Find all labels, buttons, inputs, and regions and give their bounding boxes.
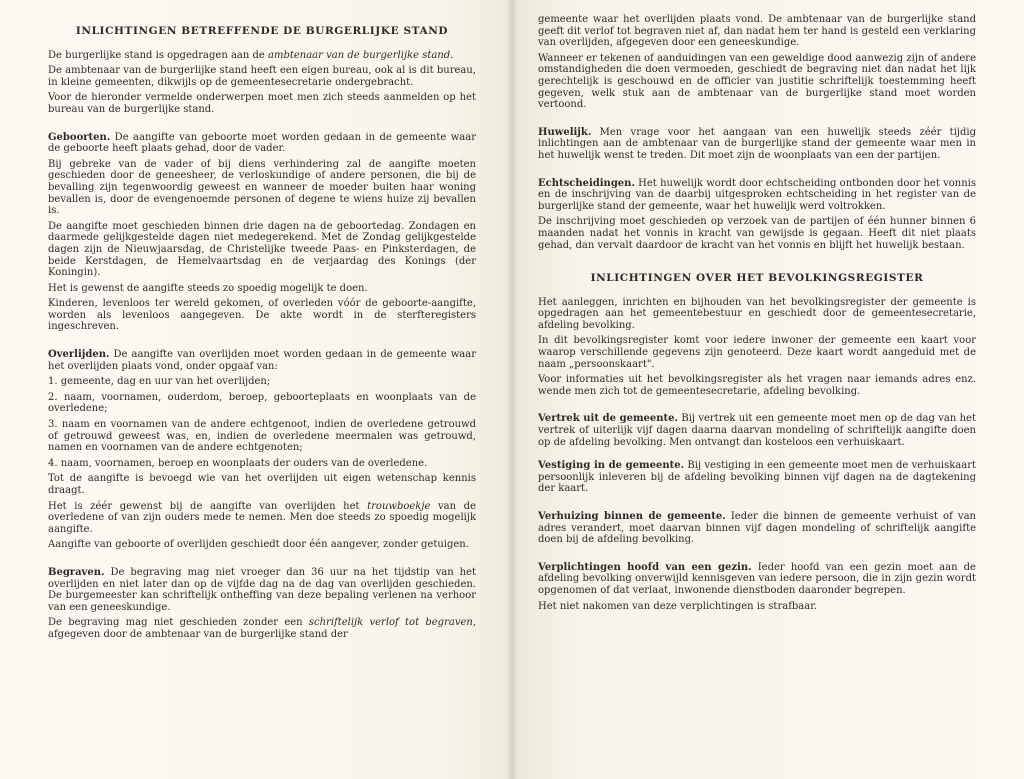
paragraph-verplichtingen-2: Het niet nakomen van deze verplichtingen is strafbaar. [538, 600, 818, 612]
heading-bevolkingsregister: INLICHTINGEN OVER HET BEVOLKINGSREGISTER [590, 272, 924, 285]
list-item-overlijden-4: 4. naam, voornamen, beroep en woonplaats der ouders van de overledene. [48, 457, 428, 469]
paragraph-overlijden-2: Tot de aangifte is bevoegd wie van het overlijden uit eigen wetenschap kennis draagt. [48, 473, 476, 496]
section-title-overlijden: Overlijden. [48, 349, 110, 361]
section-overlijden: Overlijden. De aangifte van overlijden moet worden gedaan in de gemeente waar het overlijden plaats vond, onder opgaaf van: [48, 349, 476, 372]
section-title-verplichtingen: Verplichtingen hoofd van een gezin. [538, 561, 752, 573]
book-gutter [506, 0, 518, 779]
section-title-huwelijk: Huwelijk. [538, 126, 592, 138]
section-verhuizing: Verhuizing binnen de gemeente. Ieder die binnen de gemeente verhuist of van adres verandert, moet daarvan binnen vijf dagen mondeling of schriftelijk aangifte doen bij de afdeling bevolking. [538, 511, 976, 546]
section-vertrek: Vertrek uit de gemeente. Bij vertrek uit een gemeente moet men op de dag van het vertrek of uiterlijk vijf dagen daarna daarvan mondeling of schriftelijk aangifte doen op de afdeling bevolking. Men ontvangt dan kosteloos een verhuiskaart. [538, 413, 976, 448]
section-geboorten: Geboorten. De aangifte van geboorte moet worden gedaan in de gemeente waar de geboorte heeft plaats gehad, door de vader. [48, 131, 476, 155]
section-title-echtscheidingen: Echtscheidingen. [538, 177, 635, 189]
paragraph-intro-3: Voor de hieronder vermelde onderwerpen moet men zich steeds aanmelden op het bureau van de burgerlijke stand. [48, 92, 476, 115]
section-title-vertrek: Vertrek uit de gemeente. [538, 413, 679, 425]
paragraph-bevolking-2: In dit bevolkingsregister komt voor iedere inwoner der gemeente een kaart voor waarop verschillende gegevens zijn genoteerd. Deze kaart wordt aangeduid met de naam „persoonskaart". [538, 335, 976, 370]
section-echtscheidingen: Echtscheidingen. Het huwelijk wordt door echtscheiding ontbonden door het vonnis en de inschrijving van de daarbij uitgesproken echtscheiding in het register van de burgerlijke stand der gemeente, waar het huwelijk werd voltrokken. [538, 177, 976, 212]
paragraph-geboorten-5: Kinderen, levenloos ter wereld gekomen, of overleden vóór de geboorte-aangifte, worden als levenloos aangegeven. De akte wordt in de sterfteregisters ingeschreven. [48, 298, 476, 333]
right-page [512, 0, 1024, 779]
right-column [538, 14, 976, 616]
paragraph-geboorten-2: Bij gebreke van de vader of bij diens verhindering zal de aangifte moeten geschieden door de geneesheer, de verloskundige of andere personen, die bij de bevalling zijn tegenwoordig geweest en wanneer de moeder buiten haar woning bevallen is, door de evengenoemde personen of degene te wiens huize zij bevallen is. [48, 158, 476, 217]
paragraph-overlijden-4: Aangifte van geboorte of overlijden geschiedt door één aangever, zonder getuigen. [48, 539, 469, 551]
paragraph-echtscheidingen-2: De inschrijving moet geschieden op verzoek van de partijen of één hunner binnen 6 maanden nadat het vonnis in kracht van gewijsde is gegaan. Heeft dit niet plaats gehad, dan vervalt daardoor de kracht van het vonnis en blijft het huwelijk bestaan. [538, 216, 976, 251]
paragraph-overlijden-3: Het is zéér gewenst bij de aangifte van overlijden het trouwboekje van de overledene of van zijn ouders mede te nemen. Men doe steeds zo spoedig mogelijk aangifte. [48, 500, 476, 535]
paragraph-bevolking-3: Voor informaties uit het bevolkingsregister als het vragen naar iemands adres enz. wende men zich tot de gemeentesecretarie, afdeling bevolking. [538, 374, 976, 397]
section-verplichtingen: Verplichtingen hoofd van een gezin. Ieder hoofd van een gezin moet aan de afdeling bevolking onverwijld kennisgeven van iedere persoon, die in zijn gezin wordt opgenomen of dat verlaat, inwonende dienstboden daaronder begrepen. [538, 561, 976, 596]
left-column [48, 20, 476, 645]
section-title-vestiging: Vestiging in de gemeente. [538, 460, 685, 472]
section-title-verhuizing: Verhuizing binnen de gemeente. [538, 511, 726, 522]
paragraph-begraven-4: Wanneer er tekenen of aanduidingen van een geweldige dood aanwezig zijn of andere omstandigheden die doen vermoeden, geschiedt de begraving niet dan nadat het lijk gerechtelijk is geschouwd en de officier van justitie schriftelijk toestemming heeft gegeven, welk stuk aan de ambtenaar van de burgerlijke stand moet worden vertoond. [538, 52, 976, 111]
paragraph-geboorten-4: Het is gewenst de aangifte steeds zo spoedig mogelijk te doen. [48, 282, 368, 294]
section-title-geboorten: Geboorten. [48, 131, 111, 143]
paragraph-begraven-2: De begraving mag niet geschieden zonder een schriftelijk verlof tot begraven, afgegeven door de ambtenaar van de burgerlijke stand der [48, 617, 477, 640]
section-huwelijk: Huwelijk. Men vrage voor het aangaan van een huwelijk steeds zéér tijdig inlichtingen aan de ambtenaar van de burgerlijke stand der gemeente waar men in het huwelijk wenst te treden. Dit moet zijn de woonplaats van een der partijen. [538, 126, 976, 161]
section-vestiging: Vestiging in de gemeente. Bij vestiging in een gemeente moet men de verhuiskaart persoonlijk inleveren bij de afdeling bevolking binnen vijf dagen na de dagtekening der kaart. [538, 460, 976, 495]
heading-burgerlijke-stand: INLICHTINGEN BETREFFENDE DE BURGERLIJKE STAND [75, 25, 449, 37]
paragraph-intro-1: De burgerlijke stand is opgedragen aan de ambtenaar van de burgerlijke stand. [48, 49, 454, 61]
paragraph-begraven-continued: gemeente waar het overlijden plaats vond. De ambtenaar van de burgerlijke stand geeft dit verlof tot begraven niet af, dan nadat hem ter hand is gesteld een verklaring van overlijden, afgegeven door een geneeskundige. [538, 14, 976, 49]
list-item-overlijden-1: 1. gemeente, dag en uur van het overlijden; [48, 376, 271, 388]
section-begraven: Begraven. De begraving mag niet vroeger dan 36 uur na het tijdstip van het overlijden en niet later dan op de vijfde dag na de dag van overlijden geschieden. De burgemeester kan schriftelijk ontheffing van deze bepaling verlenen na verhoor van een geneeskundige. [48, 566, 476, 613]
paragraph-bevolking-1: Het aanleggen, inrichten en bijhouden van het bevolkingsregister der gemeente is opgedragen aan het gemeentebestuur en geschiedt door de gemeentesecretarie, afdeling bevolking. [538, 296, 976, 331]
list-item-overlijden-3: 3. naam en voornamen van de andere echtgenoot, indien de overledene getrouwd of getrouwd geweest was, en, indien de overledene meermalen was getrouwd, namen en voornamen van de andere echtgenoten; [48, 419, 476, 454]
list-item-overlijden-2: 2. naam, voornamen, ouderdom, beroep, geboorteplaats en woonplaats van de overledene; [48, 391, 476, 415]
paragraph-intro-2: De ambtenaar van de burgerlijke stand heeft een eigen bureau, ook al is dit bureau, in kleine gemeenten, dikwijls op de gemeentesecretarie ondergebracht. [48, 65, 476, 88]
paragraph-geboorten-3: De aangifte moet geschieden binnen drie dagen na de geboortedag. Zondagen en daarmede gelijkgestelde dagen niet medegerekend. Met de Zondag gelijkgestelde dagen zijn de Nieuwjaarsdag, de Christelijke tweede Paas- en Pinksterdagen, de beide Kerstdagen, de Hemelvaartsdag en de verjaardag des Konings (der Koningin). [48, 220, 476, 279]
section-title-begraven: Begraven. [48, 566, 105, 578]
